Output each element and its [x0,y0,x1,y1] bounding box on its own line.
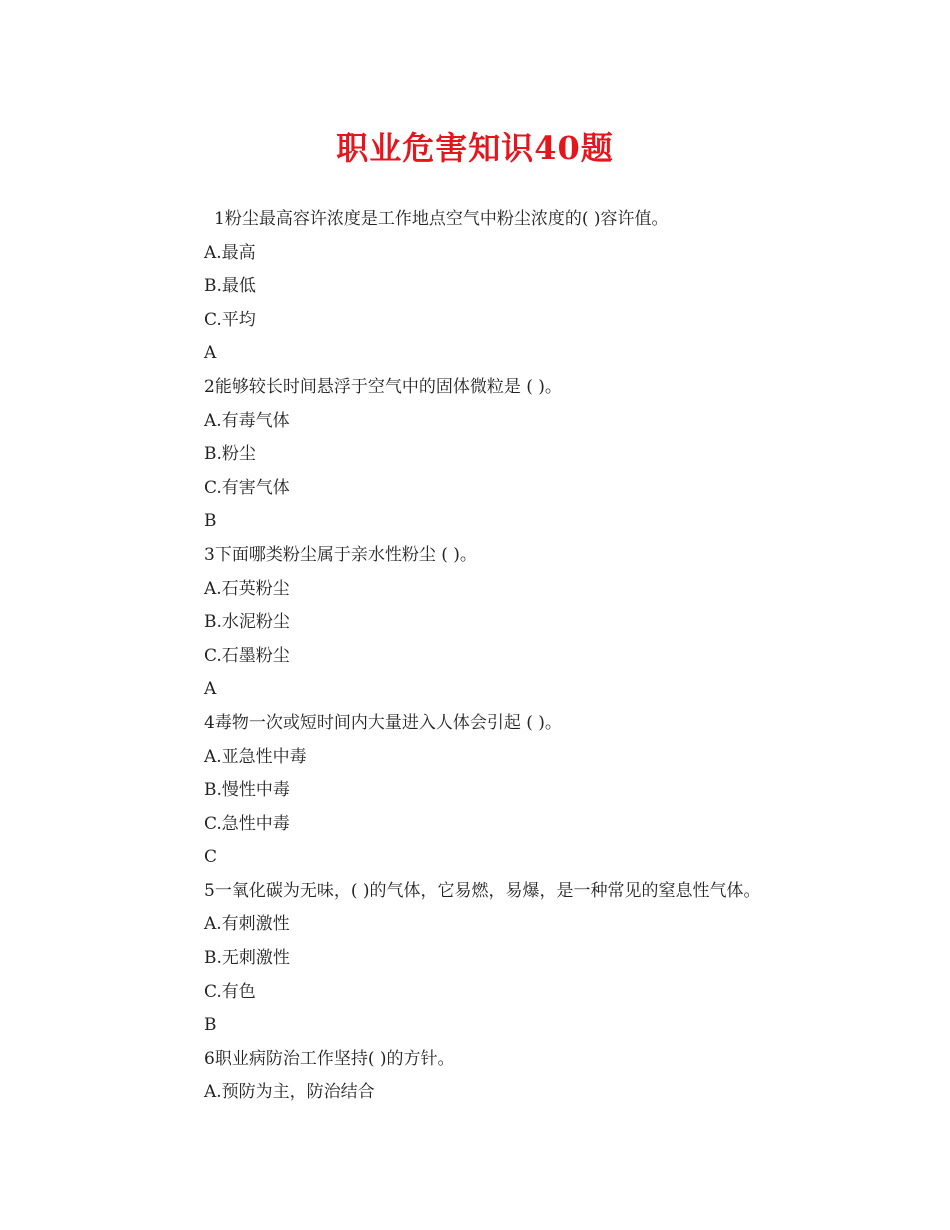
question-answer: C [204,847,218,868]
question-option: A.有毒气体 [204,410,290,431]
question-stem: 4毒物一次或短时间内大量进入人体会引起 ( )。 [204,712,562,733]
question-option: C.有色 [204,981,256,1002]
question-option: A.预防为主，防治结合 [204,1082,375,1103]
question-option: A.亚急性中毒 [204,746,307,767]
question-option: B.无刺激性 [204,948,290,969]
question-option: B.慢性中毒 [204,780,290,801]
question-stem: 5一氧化碳为无味，( )的气体，它易燃，易爆，是一种常见的窒息性气体。 [204,880,761,901]
question-stem: 6职业病防治工作坚持( )的方针。 [204,1048,455,1069]
question-option: A.有刺激性 [204,914,290,935]
question-option: B.粉尘 [204,444,256,465]
question-answer: A [204,343,217,364]
question-option: B.水泥粉尘 [204,612,290,633]
question-answer: A [204,679,217,700]
question-answer: B [204,511,217,532]
question-option: C.急性中毒 [204,813,290,834]
question-answer: B [204,1015,217,1036]
question-stem: 1粉尘最高容许浓度是工作地点空气中粉尘浓度的( )容许值。 [214,209,669,229]
question-option: C.平均 [204,309,256,330]
question-stem: 2能够较长时间悬浮于空气中的固体微粒是 ( )。 [204,376,562,397]
question-option: B.最低 [204,276,256,297]
question-list [204,203,844,1110]
document-title: 职业危害知识40题 [336,129,614,167]
question-stem: 3下面哪类粉尘属于亲水性粉尘 ( )。 [204,544,477,565]
question-option: C.有害气体 [204,477,290,498]
question-option: A.石英粉尘 [204,578,290,599]
question-option: C.石墨粉尘 [204,645,290,666]
question-option: A.最高 [204,242,256,263]
